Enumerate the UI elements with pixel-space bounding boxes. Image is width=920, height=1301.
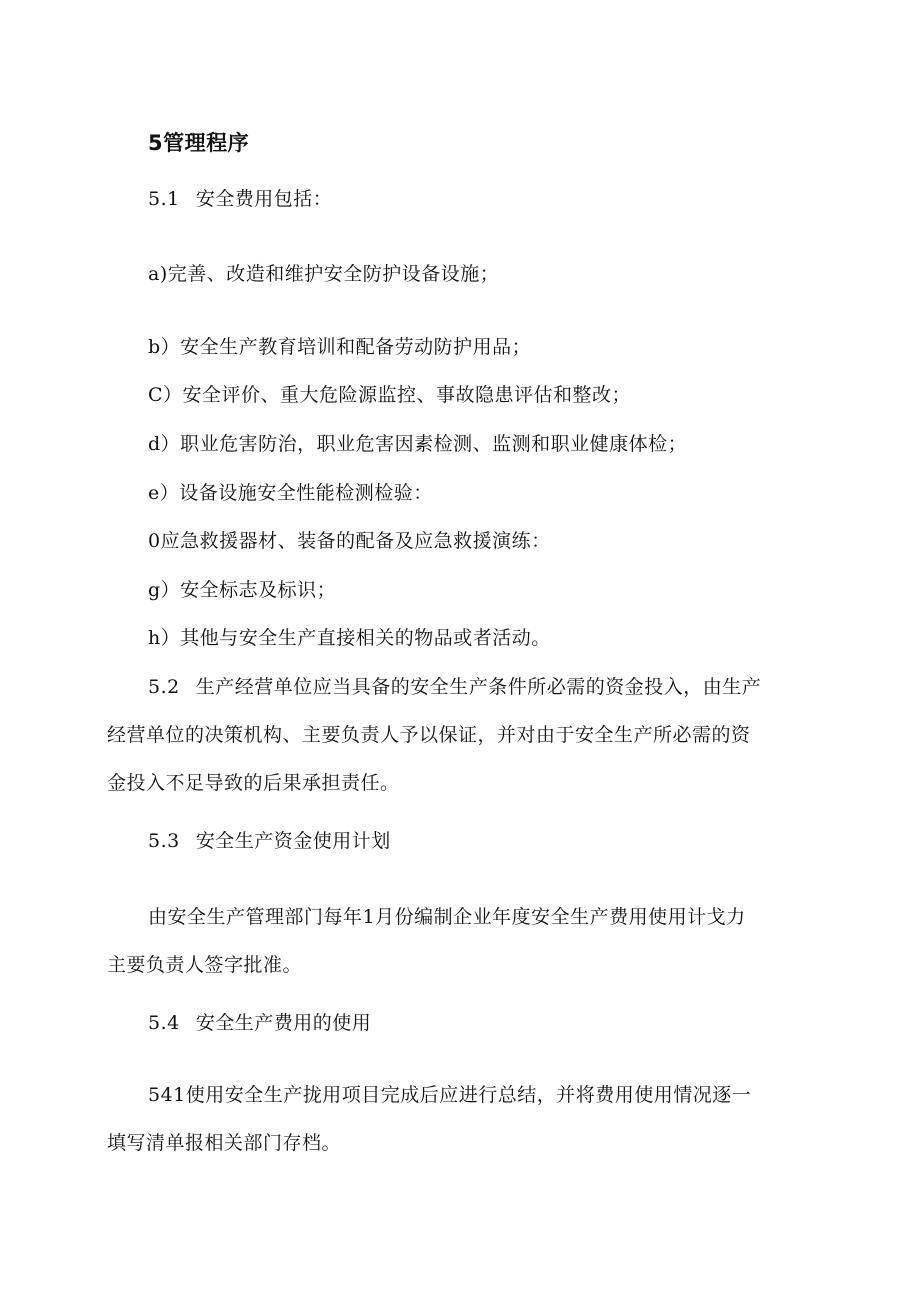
- clause-5-2-line-1: [148, 675, 761, 699]
- clause-5-3: [148, 829, 391, 853]
- clause-number: 5.3: [148, 830, 180, 852]
- clause-5-2-line-3: 金投入不足导致的后果承担责任。: [107, 772, 400, 794]
- list-item-f: 0应急救援器材、装备的配备及应急救援演练：: [148, 530, 551, 552]
- list-item-b: b）安全生产教育培训和配备劳动防护用品；: [148, 336, 532, 358]
- list-item-d: d）职业危害防治，职业危害因素检测、监测和职业健康体检；: [148, 433, 688, 455]
- clause-title: 安全生产费用的使用: [195, 1012, 372, 1034]
- clause-title: 安全生产资金使用计划: [195, 830, 391, 852]
- list-item-h: h）其他与安全生产直接相关的物品或者活动。: [148, 627, 551, 649]
- clause-number: 5.4: [148, 1012, 180, 1034]
- clause-5-3-text-line-2: 主要负责人签字批准。: [107, 954, 303, 976]
- clause-5-4-1-line-1: 541使用安全生产拢用项目完成后应进行总结，并将费用使用情况逐一: [148, 1084, 752, 1106]
- clause-5-1: [148, 187, 332, 211]
- clause-number: 5.2: [148, 676, 180, 698]
- clause-5-3-text-line-1: 由安全生产管理部门每年1月份编制企业年度安全生产费用使用计戈力: [148, 906, 746, 928]
- list-item-e: e）设备设施安全性能检测检验：: [148, 482, 433, 504]
- clause-text: 生产经营单位应当具备的安全生产条件所必需的资金投入，由生产: [195, 676, 762, 698]
- clause-5-4: [148, 1011, 371, 1035]
- clause-title: 安全费用包括：: [195, 188, 333, 210]
- list-item-a: a)完善、改造和维护安全防护设备设施；: [148, 263, 500, 285]
- section-heading: 5管理程序: [148, 131, 250, 155]
- clause-number: 5.1: [148, 188, 180, 210]
- list-item-g: g）安全标志及标识；: [148, 579, 337, 601]
- clause-5-2-line-2: 经营单位的决策机构、主要负责人予以保证，并对由于安全生产所必需的资: [107, 724, 751, 746]
- clause-5-4-1-line-2: 填写清单报相关部门存档。: [107, 1132, 342, 1154]
- list-item-c: C）安全评价、重大危险源监控、事故隐患评估和整改；: [148, 384, 632, 406]
